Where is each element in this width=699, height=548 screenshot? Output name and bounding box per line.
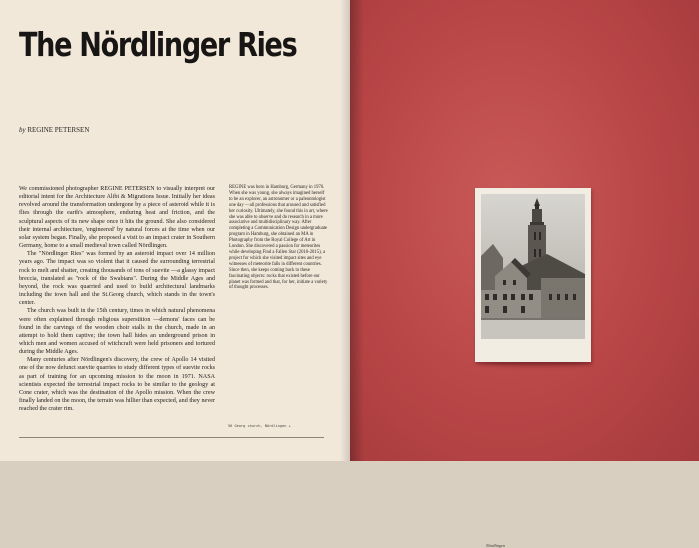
paragraph: Many centuries after Nördlingen's discovery, the crew of Apollo 14 visited one of the now defunct suevite quarries to study different types of suevite rocks as part of training for an upcoming mission to the moon in 1971. NASA scientists expected the terrestrial impact rocks to be similar to the geology at Cone crater, which was the destination of the Apollo mission. When the crew finally landed on the moon, the terrain was hillier than expected, and they never reached the crater rim. [19, 357, 215, 413]
church-photo-illustration [481, 194, 585, 339]
paragraph: The church was built in the 15th century, times in which natural phenomena were often explained through religious superstition —demons' faces can be found in the carvings of the wooden choir stalls in the church, made in an attempt to hold them captive; the town hall hides an underground prison in which men and women accused of witchcraft were held prisoners and tortured during the Middle Ages. [19, 308, 215, 356]
paragraph: We commissioned photographer REGINE PETERSEN to visually interpret our editorial intent for the Architecture Alibi & Migrations Issue. Initially her ideas revolved around the transformation undergone by a piece of asteroid while it is flies through the earth's atmosphere, enduring heat and friction, and the sculptural aspects of its new shape once it hits the ground. She also considered their internal architecture, 'engineered' by natural forces at the time when our solar system began. Finally, she proposed a visit to an impact crater in Southern Germany, home to a small medieval town called Nördlingen. [19, 186, 215, 250]
article-title: The Nördlinger Ries [19, 25, 297, 64]
bio-column [229, 185, 328, 291]
bio-paragraph: REGINE was born in Hamburg, Germany in 1976. When she was young, she always imagined herself to be an explorer, an astronomer or a paleontologist one day —all professions that aroused and satisfied her curiosity. Ultimately, she found this in art, where she was able to observe and do research in a more associative and multidisciplinary way. After completing a Communication Design undergraduate program in Hamburg, she obtained an MA in Photography from the Royal College of Art in London. She discovered a passion for meteorites while developing Find a Fallen Star (2010-2015), a project for which she visited impact sites and eye witnesses of meteorite falls in different countries. Since then, she keeps coming back to these fascinating objects: rocks that existed before our planet was formed and that, for her, initiate a variety of thought processes. [229, 185, 328, 291]
byline [19, 126, 89, 134]
postcard [475, 188, 591, 548]
paragraph: The "Nördlinger Ries" was formed by an asteroid impact over 14 million years ago. The impact was so violent that it caused the surrounding terrestrial rock to melt and shatter, creating thousands of tons of suevite —a glassy impact breccia, translated as "rock of the Swabians". During the Middle Ages and beyond, the rock was quarried and used to build architectural landmarks including the town hall and the St.Georg church, which stands in the town's center. [19, 251, 215, 307]
byline-prefix: by [19, 126, 28, 134]
left-page [0, 0, 350, 461]
page-footer: 56 Georg church, Nördlingen + [228, 424, 291, 428]
main-text-column [19, 185, 215, 413]
church-tower-photo [481, 194, 585, 339]
postcard-caption: Nördlingen [486, 543, 505, 548]
footer-rule [19, 437, 324, 438]
byline-name: REGINE PETERSEN [27, 126, 90, 134]
